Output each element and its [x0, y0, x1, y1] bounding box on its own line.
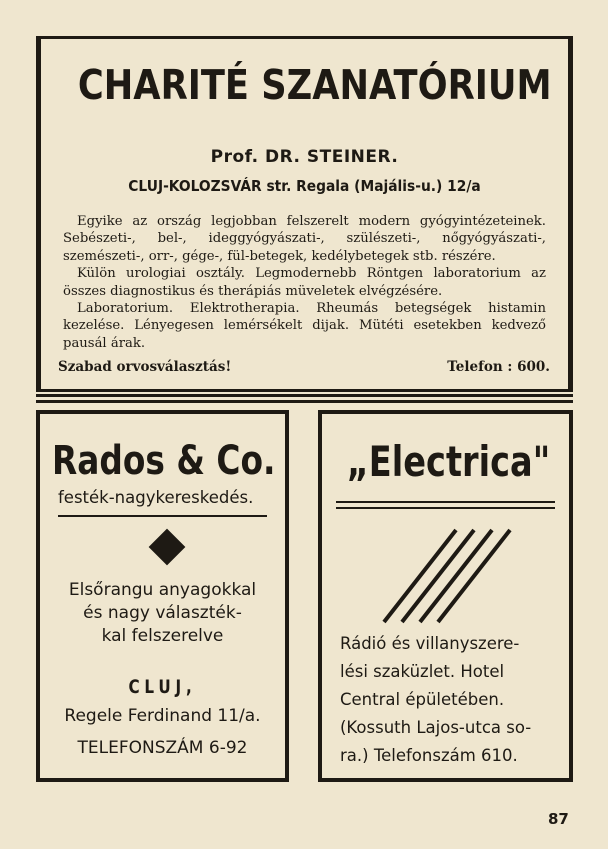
electrica-line-5: ra.) Telefonszám 610.	[340, 746, 518, 765]
rados-divider	[58, 515, 267, 517]
charite-title: CHARITÉ SZANATÓRIUM	[77, 61, 552, 109]
rados-description	[48, 579, 277, 648]
electrica-line-2: lési szaküzlet. Hotel	[340, 662, 505, 681]
charite-free-choice: Szabad orvosválasztás!	[58, 359, 232, 375]
electrica-line-1: Rádió és villanyszere-	[340, 634, 520, 653]
charite-doctor: Prof. DR. STEINER.	[210, 147, 399, 167]
charite-paragraph-2: Külön urologiai osztály. Legmodernebb Röntgen laboratorium az összes diagnostikus és therápiás müveletek elvégzésére.	[63, 266, 546, 299]
electrica-line-4: (Kossuth Lajos-utca so-	[340, 718, 532, 737]
charite-description	[63, 213, 546, 352]
electrica-divider-1	[336, 501, 555, 503]
charite-paragraph-1: Egyike az ország legjobban felszerelt modern gyógyintézeteinek. Sebészeti-, bel-, ideggyógyászati-, szülészeti-, nőgyógyászati-, szemészeti-, orr-, gége-, fül-betegek, kedélybetegek stb. részére.	[63, 214, 546, 264]
rados-city: CLUJ,	[128, 676, 197, 698]
electrica-description	[340, 630, 557, 770]
charite-advertisement	[36, 36, 573, 392]
charite-paragraph-3: Laboratorium. Elektrotherapia. Rheumás betegségek histamin kezelése. Lényegesen lemérsékelt dijak. Mütéti esetekben kedvező pausál árak.	[63, 301, 546, 351]
rados-street: Regele Ferdinand 11/a.	[64, 706, 261, 726]
separator-rule-bottom	[36, 400, 573, 403]
rados-line-3: kal felszerelve	[101, 626, 224, 646]
charite-phone-number: 600.	[517, 359, 550, 375]
lightning-stripes-icon	[382, 526, 512, 636]
charite-address: CLUJ-KOLOZSVÁR str. Regala (Majális-u.) 12/a	[128, 177, 481, 195]
electrica-name: „Electrica"	[346, 437, 551, 486]
charite-phone-label: Telefon :	[447, 359, 513, 375]
electrica-divider-2	[336, 507, 555, 509]
charite-footer	[58, 359, 550, 375]
electrica-advertisement	[318, 410, 573, 782]
rados-phone: TELEFONSZÁM 6-92	[77, 738, 248, 758]
page-number: 87	[548, 810, 569, 828]
separator-rule-top	[36, 394, 573, 397]
rados-line-1: Elsőrangu anyagokkal	[68, 580, 257, 600]
rados-subtitle: festék-nagykereskedés.	[58, 488, 254, 507]
rados-line-2: és nagy választék-	[83, 603, 242, 623]
diamond-ornament-icon	[149, 529, 186, 566]
charite-phone	[447, 359, 550, 375]
rados-name: Rados & Co.	[52, 438, 276, 484]
rados-advertisement	[36, 410, 289, 782]
electrica-line-3: Central épületében.	[340, 690, 505, 709]
